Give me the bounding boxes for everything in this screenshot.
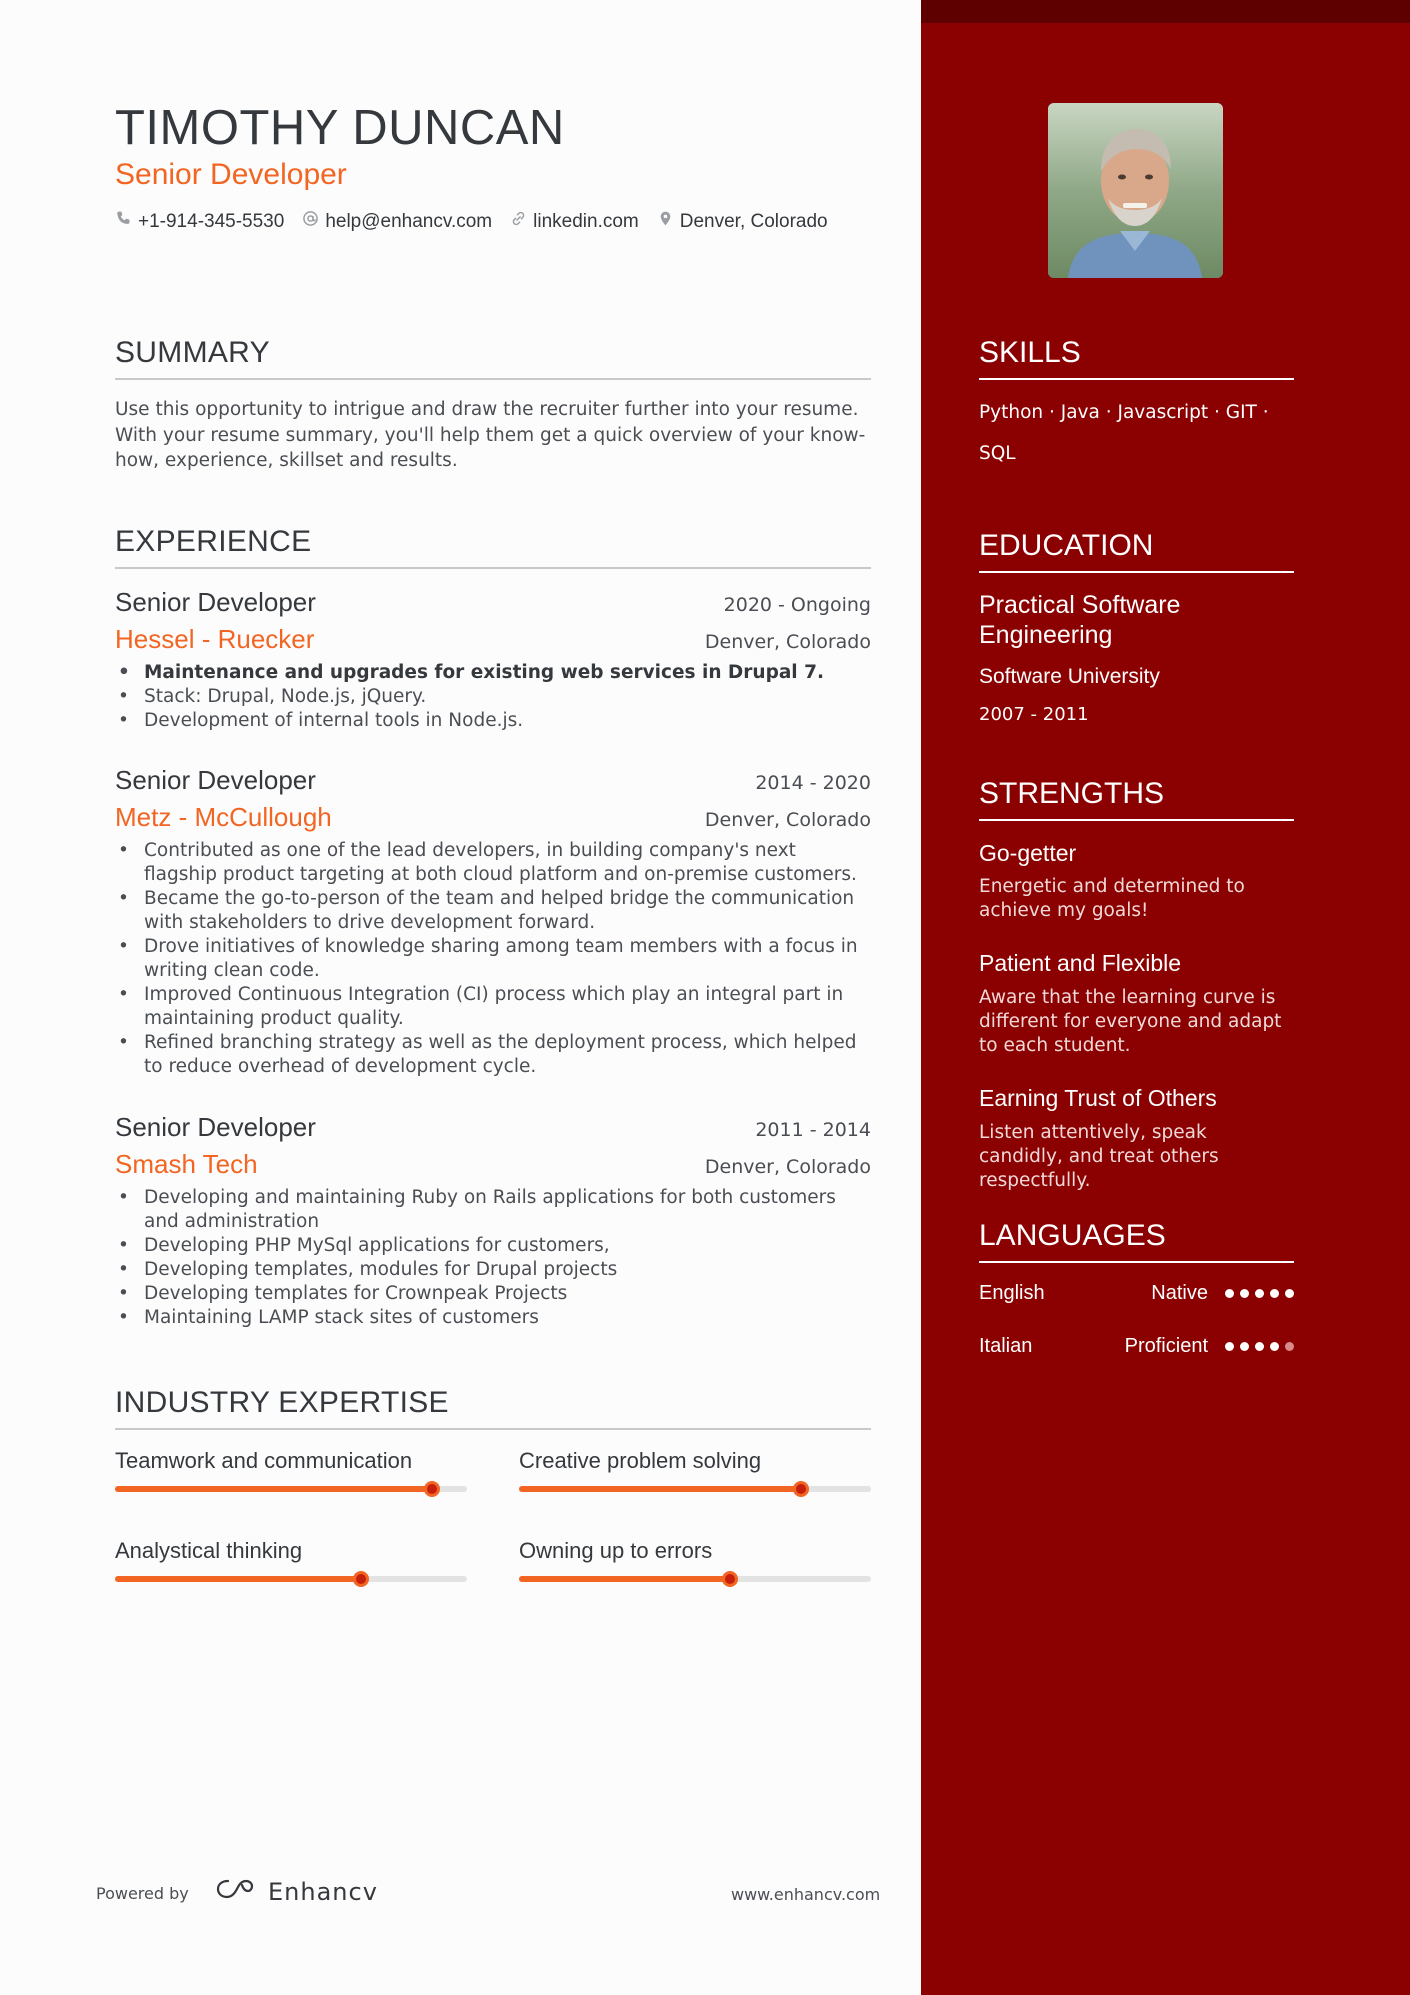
strength-title: Patient and Flexible: [979, 950, 1182, 976]
job-bullet: • Became the go-to-person of the team and helped bridge the communication with stakeholders to drive development forward.: [115, 887, 871, 935]
expertise-knob: [793, 1481, 809, 1497]
expertise-bar: [115, 1576, 467, 1582]
job-location: Denver, Colorado: [704, 809, 871, 831]
powered-by-label: Powered by: [96, 1884, 189, 1903]
profile-photo: [1048, 103, 1223, 278]
enhancv-logo-text: Enhancv: [268, 1878, 378, 1906]
strength-desc: Energetic and determined to achieve my goals!: [979, 876, 1245, 921]
language-level: Proficient: [1124, 1335, 1208, 1357]
job-entry: [115, 587, 871, 733]
job-company: Smash Tech: [115, 1149, 258, 1179]
enhancv-logo[interactable]: [214, 1877, 378, 1907]
footer-url[interactable]: www.enhancv.com: [731, 1885, 881, 1904]
job-company: Metz - McCullough: [115, 802, 332, 832]
phone-icon: [115, 210, 132, 233]
strength-desc: Aware that the learning curve is different for everyone and adapt to each student.: [979, 987, 1282, 1056]
language-row: [979, 1282, 1294, 1305]
contact-email[interactable]: [302, 210, 492, 233]
job-company: Hessel - Ruecker: [115, 624, 315, 654]
experience-heading: EXPERIENCE: [115, 525, 871, 569]
expertise-item: [519, 1448, 871, 1492]
rating-dot: [1285, 1289, 1294, 1298]
expertise-label: Owning up to errors: [519, 1538, 713, 1563]
job-bullet: • Stack: Drupal, Node.js, jQuery.: [115, 685, 871, 709]
education-years: 2007 - 2011: [979, 704, 1089, 725]
expertise-fill: [115, 1486, 432, 1492]
at-icon: [302, 210, 319, 233]
sidebar: [921, 0, 1410, 1995]
contact-location: [657, 210, 828, 233]
job-bullet: • Drove initiatives of knowledge sharing among team members with a focus in writing clean code.: [115, 935, 871, 983]
rating-dot: [1225, 1342, 1234, 1351]
expertise-label: Teamwork and communication: [115, 1448, 413, 1473]
job-role: Senior Developer: [115, 587, 316, 617]
rating-dot: [1270, 1289, 1279, 1298]
job-bullets: [115, 839, 871, 1079]
job-dates: 2020 - Ongoing: [723, 594, 871, 616]
job-bullet: • Contributed as one of the lead developers, in building company's next flagship product targeting at both cloud platform and on-premise customers.: [115, 839, 871, 887]
rating-dot: [1285, 1342, 1294, 1351]
skills-list: Python · Java · Javascript · GIT · SQL: [979, 402, 1269, 464]
expertise-knob: [722, 1571, 738, 1587]
job-dates: 2014 - 2020: [755, 772, 871, 794]
job-location: Denver, Colorado: [704, 631, 871, 653]
job-bullet: • Refined branching strategy as well as the deployment process, which helped to reduce overhead of development cycle.: [115, 1031, 871, 1079]
language-name: Italian: [979, 1335, 1033, 1357]
email-text: help@enhancv.com: [325, 210, 493, 232]
expertise-item: [115, 1538, 467, 1582]
map-pin-icon: [657, 210, 674, 233]
strength-title: Go-getter: [979, 840, 1077, 866]
education-heading: EDUCATION: [979, 529, 1294, 573]
contact-bar: [115, 210, 828, 233]
candidate-title: Senior Developer: [115, 158, 347, 191]
rating-dot: [1270, 1342, 1279, 1351]
strength-desc: Listen attentively, speak candidly, and treat others respectfully.: [979, 1122, 1219, 1191]
link-text: linkedin.com: [533, 210, 639, 232]
expertise-fill: [519, 1576, 730, 1582]
expertise-item: [519, 1538, 871, 1582]
education-school: Software University: [979, 665, 1160, 688]
phone-text: +1-914-345-5530: [138, 210, 285, 232]
skills-heading: SKILLS: [979, 336, 1294, 380]
language-rating: [1225, 1342, 1294, 1351]
job-bullet: • Developing PHP MySql applications for customers,: [115, 1234, 871, 1258]
job-location: Denver, Colorado: [704, 1156, 871, 1178]
rating-dot: [1240, 1289, 1249, 1298]
job-entry: [115, 765, 871, 1079]
expertise-bar: [115, 1486, 467, 1492]
summary-heading: SUMMARY: [115, 336, 871, 380]
rating-dot: [1255, 1342, 1264, 1351]
link-icon: [510, 210, 527, 233]
strengths-heading: STRENGTHS: [979, 777, 1294, 821]
job-role: Senior Developer: [115, 1112, 316, 1142]
job-bullets: [115, 1186, 871, 1330]
education-degree: Practical Software Engineering: [979, 591, 1181, 649]
language-row: [979, 1335, 1294, 1358]
expertise-bar: [519, 1486, 871, 1492]
enhancv-logo-icon: [214, 1877, 260, 1907]
expertise-heading: INDUSTRY EXPERTISE: [115, 1386, 871, 1430]
location-text: Denver, Colorado: [679, 210, 828, 232]
rating-dot: [1240, 1342, 1249, 1351]
language-name: English: [979, 1282, 1045, 1304]
expertise-fill: [519, 1486, 801, 1492]
strength-title: Earning Trust of Others: [979, 1085, 1217, 1111]
job-bullet: • Developing templates, modules for Drupal projects: [115, 1258, 871, 1282]
language-rating: [1225, 1289, 1294, 1298]
job-bullet: • Maintenance and upgrades for existing web services in Drupal 7.: [115, 661, 871, 685]
candidate-name: TIMOTHY DUNCAN: [115, 101, 565, 155]
expertise-knob: [424, 1481, 440, 1497]
sidebar-top-strip: [921, 0, 1410, 23]
job-bullet: • Developing and maintaining Ruby on Rails applications for both customers and administration: [115, 1186, 871, 1234]
job-bullet: • Developing templates for Crownpeak Projects: [115, 1282, 871, 1306]
summary-text: Use this opportunity to intrigue and draw the recruiter further into your resume. With your resume summary, you'll help them get a quick overview of your know-how, experience, skillset and results.: [115, 399, 866, 471]
job-dates: 2011 - 2014: [755, 1119, 871, 1141]
expertise-fill: [115, 1576, 361, 1582]
job-bullet: • Development of internal tools in Node.js.: [115, 709, 871, 733]
job-bullet: • Improved Continuous Integration (CI) process which play an integral part in maintaining product quality.: [115, 983, 871, 1031]
contact-link[interactable]: [510, 210, 639, 233]
language-level: Native: [1151, 1282, 1208, 1304]
expertise-label: Creative problem solving: [519, 1448, 762, 1473]
languages-heading: LANGUAGES: [979, 1219, 1294, 1263]
expertise-knob: [353, 1571, 369, 1587]
job-entry: [115, 1112, 871, 1330]
expertise-item: [115, 1448, 467, 1492]
job-role: Senior Developer: [115, 765, 316, 795]
job-bullet: • Maintaining LAMP stack sites of customers: [115, 1306, 871, 1330]
expertise-bar: [519, 1576, 871, 1582]
rating-dot: [1255, 1289, 1264, 1298]
contact-phone[interactable]: [115, 210, 284, 233]
rating-dot: [1225, 1289, 1234, 1298]
job-bullets: [115, 661, 871, 733]
expertise-label: Analystical thinking: [115, 1538, 303, 1563]
